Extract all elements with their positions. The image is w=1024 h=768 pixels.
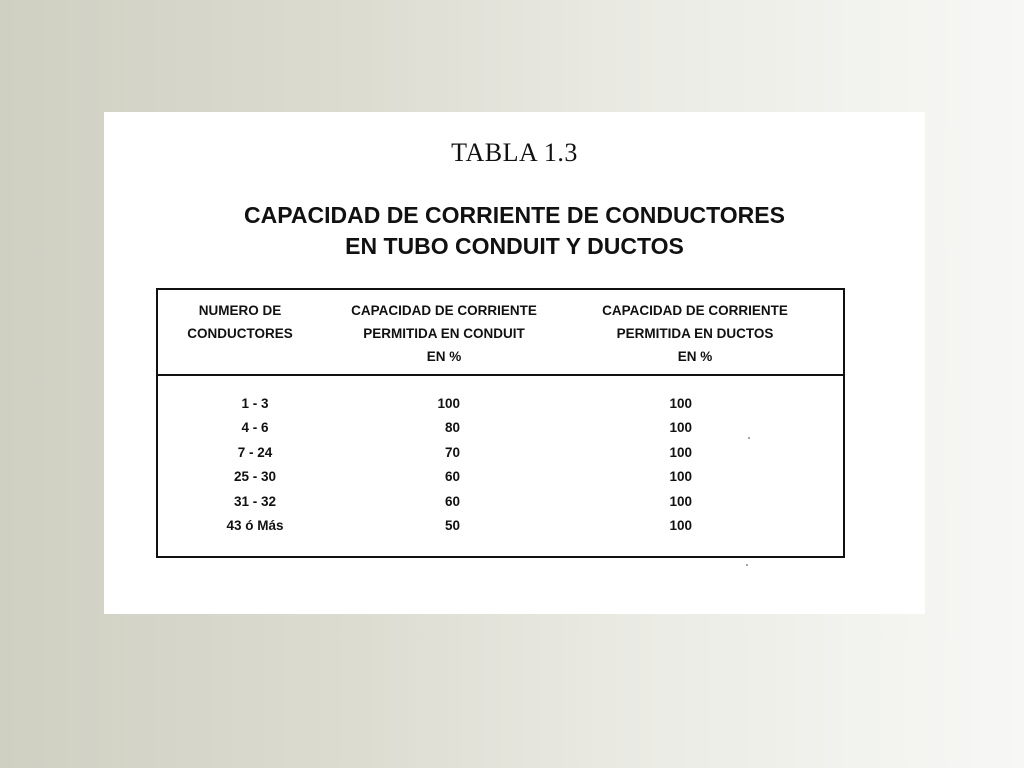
header-line: CAPACIDAD DE CORRIENTE [351,303,537,318]
header-line: EN % [677,349,713,364]
cell-conduit: 70 [444,444,460,460]
header-line: EN % [426,349,462,364]
cell-conductors: 43 ó Más [226,517,284,533]
title-line-1: CAPACIDAD DE CORRIENTE DE CONDUCTORES [244,202,785,228]
cell-ducts: 100 [669,444,692,460]
title-line-2: EN TUBO CONDUIT Y DUCTOS [345,233,684,259]
header-line: CAPACIDAD DE CORRIENTE [602,303,788,318]
scan-speck [748,437,750,439]
cell-ducts: 100 [669,469,692,485]
table-row [158,518,843,542]
cell-conduit: 50 [444,517,460,533]
cell-conduit: 100 [437,396,460,411]
document-title [104,200,925,262]
cell-conductors: 31 - 32 [233,493,277,509]
header-line: PERMITIDA EN CONDUIT [363,326,525,341]
table-header-row [158,290,843,376]
cell-conductors: 4 - 6 [241,420,269,436]
header-conduit-capacity [322,299,566,368]
table-row [158,396,843,420]
header-line: PERMITIDA EN DUCTOS [616,326,774,341]
cell-ducts: 100 [669,420,692,436]
cell-ducts: 100 [669,493,692,509]
header-line: NUMERO DE [198,303,282,318]
cell-ducts: 100 [669,517,692,533]
cell-conduit: 60 [444,493,460,509]
cell-conduit: 80 [444,420,460,436]
document-page [104,112,925,614]
cell-conductors: 25 - 30 [233,469,277,485]
table-label: TABLA 1.3 [451,138,578,167]
header-number-of-conductors [166,299,314,345]
cell-ducts: 100 [669,396,692,411]
capacity-table [156,288,845,558]
scan-speck [746,564,748,566]
cell-conductors: 7 - 24 [237,444,273,460]
header-ducts-capacity [572,299,818,368]
table-row [158,420,843,444]
header-line: CONDUCTORES [187,326,293,341]
table-row [158,494,843,518]
table-row [158,469,843,493]
table-body [158,396,843,542]
table-row [158,445,843,469]
cell-conductors: 1 - 3 [241,396,269,411]
cell-conduit: 60 [444,469,460,485]
